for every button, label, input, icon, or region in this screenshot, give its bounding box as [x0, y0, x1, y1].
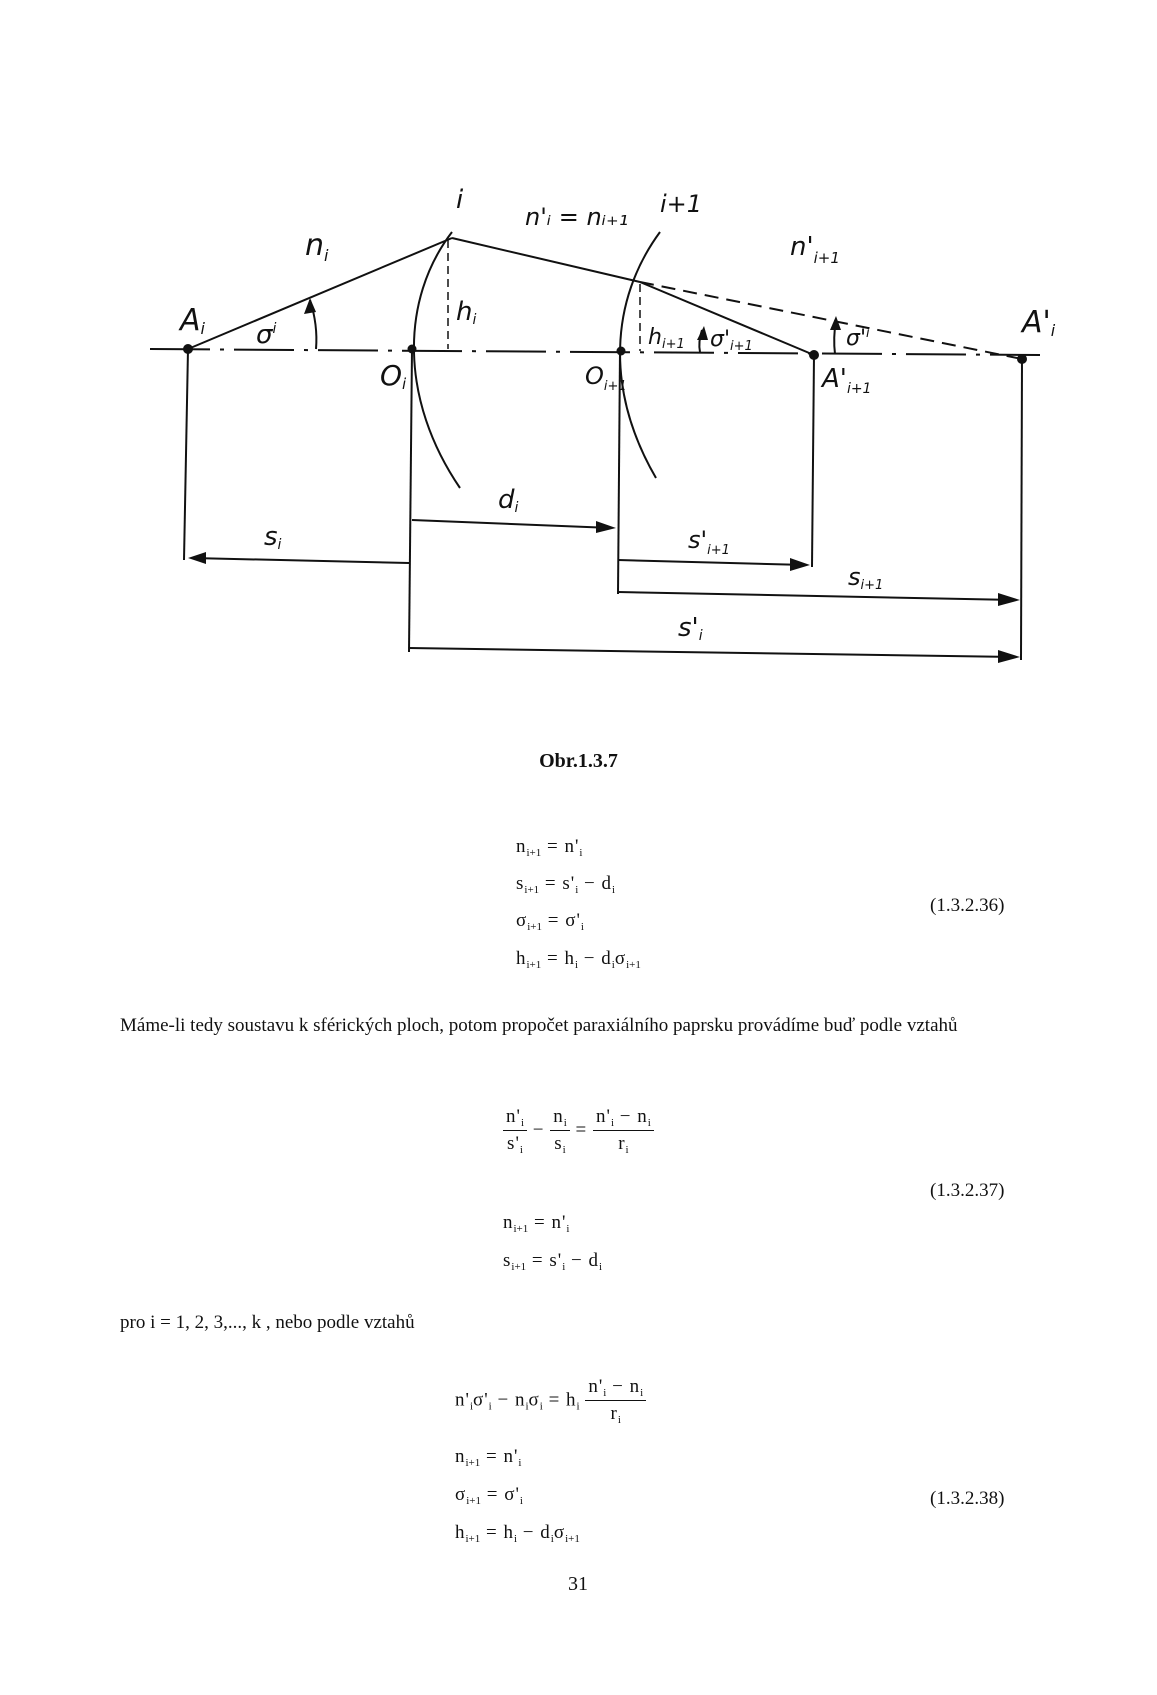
eq36-line1: $n_{i+1} = n'_i$ [516, 836, 583, 859]
surface-i-arc [414, 232, 460, 488]
label-h-i1: hi+1 [648, 325, 685, 352]
eq36-number: (1.3.2.36) [930, 895, 1005, 916]
paragraph-1: Máme-li tedy soustavu k sférických ploch, potom propočet paraxiálního paprsku provádíme buď podle vztahů [120, 1015, 958, 1036]
arrowhead-di [596, 521, 616, 533]
eq36-line3: $\sigma_{i+1} = \sigma'_i$ [516, 910, 584, 933]
label-h-i: hi [456, 297, 477, 328]
arrowhead-si [188, 552, 206, 564]
label-s-i1: si+1 [848, 563, 884, 593]
label-s-i-prime: s'i [678, 613, 703, 644]
arrowhead-sigma-i1 [697, 326, 708, 340]
label-n-equality: n'ᵢ = nᵢ₊₁ [525, 203, 629, 231]
eq37-frac1: $\frac{n'_i}{s'_i}$ [503, 1106, 527, 1156]
label-s-i: si [264, 522, 282, 553]
arrowhead-si-prime [998, 650, 1020, 663]
label-A-i1-prime: $A'_{i+1}$ [822, 364, 872, 397]
label-d-i: di [498, 485, 519, 516]
ext-line-Oi [409, 349, 412, 652]
point-Ai-prime [1017, 354, 1027, 364]
ext-line-Aip [1021, 359, 1022, 660]
label-A-i: Ai [180, 303, 205, 338]
label-surface-i: i [456, 185, 464, 215]
arrowhead-si1-prime [790, 558, 810, 571]
ext-line-Ai1p [812, 355, 814, 567]
eq36-line4: $h_{i+1} = h_i - d_i\sigma_{i+1}$ [516, 948, 641, 971]
eq38-frac: $\frac{n'_i - n_i}{r_i}$ [585, 1376, 646, 1426]
dim-line-di [412, 520, 612, 528]
eq37-number: (1.3.2.37) [930, 1180, 1005, 1201]
eq38-number: (1.3.2.38) [930, 1488, 1005, 1509]
ray-dashed-extension [640, 282, 1022, 359]
optical-axis [150, 349, 1040, 355]
optical-diagram [0, 0, 1157, 720]
figure-caption: Obr.1.3.7 [539, 750, 618, 772]
label-sigma-i-prime: $\sigma'^i$ [846, 326, 870, 351]
eq38-line1: $n'_i\sigma'_i - n_i\sigma_i = h_i$ $\frac{n'_i - n_i}{r_i}$ [455, 1376, 646, 1426]
arrowhead-si1 [998, 593, 1020, 606]
label-O-i1: $O_{i+1}$ [585, 362, 627, 394]
point-Oi1 [617, 347, 626, 356]
dim-line-si1 [618, 592, 1016, 600]
point-Ai [183, 344, 193, 354]
eq36-line2: $s_{i+1} = s'_i - d_i$ [516, 873, 616, 896]
eq37-frac3: $\frac{n'_i - n_i}{r_i}$ [593, 1106, 654, 1156]
surface-i1-arc [620, 232, 660, 478]
label-n-i: $n_i$ [305, 228, 329, 265]
dim-line-si-prime [409, 648, 1016, 657]
ray-refracted-i [452, 238, 640, 282]
eq37-line3: $s_{i+1} = s'_i - d_i$ [503, 1250, 603, 1273]
label-A-i-prime: A'i [1022, 305, 1056, 340]
label-O-i: Oi [380, 359, 407, 393]
page-number: 31 [568, 1573, 588, 1595]
ext-line-Ai [184, 349, 188, 560]
label-surface-i1: i+1 [660, 190, 703, 218]
dim-line-si [192, 558, 409, 563]
eq38-line2: $n_{i+1} = n'_i$ [455, 1446, 522, 1469]
point-Oi [408, 345, 417, 354]
eq37-frac2: $\frac{n_i}{s_i}$ [550, 1106, 570, 1156]
eq38-line4: $h_{i+1} = h_i - d_i\sigma_{i+1}$ [455, 1522, 580, 1545]
eq37-line2: $n_{i+1} = n'_i$ [503, 1212, 570, 1235]
label-s-i1-prime: $s'_{i+1}$ [688, 526, 730, 558]
eq38-line3: $\sigma_{i+1} = \sigma'_i$ [455, 1484, 523, 1507]
label-n-i1-prime: $n'_{i+1}$ [790, 232, 840, 267]
label-sigma-i: $\sigma^i$ [256, 320, 277, 350]
paragraph-2: pro i = 1, 2, 3,..., k , nebo podle vztahů [120, 1312, 415, 1333]
dim-line-si1-prime [618, 560, 806, 565]
eq37-fraction-line: $\frac{n'_i}{s'_i}$ − $\frac{n_i}{s_i}$ = $\frac{n'_i - n_i}{r_i}$ [503, 1106, 654, 1156]
point-Ai1-prime [809, 350, 819, 360]
label-sigma-i1-prime: σ'i+1 [710, 327, 753, 354]
